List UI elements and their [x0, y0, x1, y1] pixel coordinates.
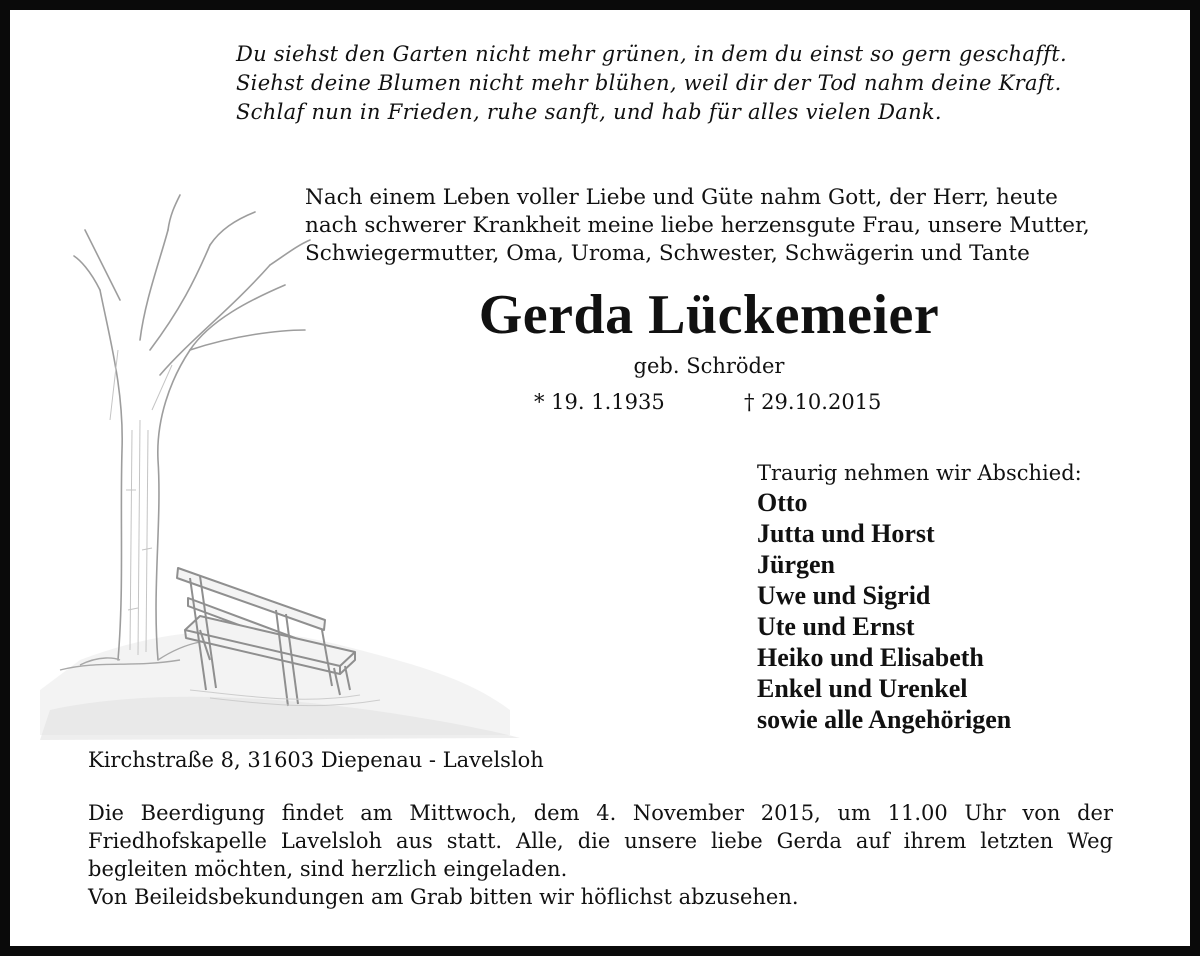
maiden-name: geb. Schröder: [633, 354, 785, 378]
funeral-details: Die Beerdigung findet am Mittwoch, dem 4. November 2015, um 11.00 Uhr von der Friedhofskapelle Lavelsloh aus statt. Alle, die unsere liebe Gerda auf ihrem letzten Weg begleiten möchten, sind herzlich eingeladen.: [88, 801, 1113, 881]
mourners-block: [757, 459, 1157, 735]
intro-line: Nach einem Leben voller Liebe und Güte nahm Gott, der Herr, heute: [305, 185, 1058, 210]
announcement-intro: [305, 184, 1135, 268]
death-date: † 29.10.2015: [744, 390, 882, 414]
deceased-name: Gerda Lückemeier: [478, 284, 940, 346]
mourner-name: Jürgen: [757, 550, 835, 579]
mourner-name: sowie alle Angehörigen: [757, 705, 1012, 734]
mourner-name: Ute und Ernst: [757, 612, 915, 641]
tree-bench-illustration: [40, 190, 560, 750]
birth-date: * 19. 1.1935: [534, 390, 665, 414]
poem-line: Du siehst den Garten nicht mehr grünen, in dem du einst so gern geschafft.: [236, 42, 1067, 66]
mourner-name: Jutta und Horst: [757, 519, 935, 548]
mourner-name: Uwe und Sigrid: [757, 581, 931, 610]
mourners-lead: Traurig nehmen wir Abschied:: [757, 461, 1082, 485]
mourner-name: Heiko und Elisabeth: [757, 643, 984, 672]
intro-line: Schwiegermutter, Oma, Uroma, Schwester, Schwägerin und Tante: [305, 241, 1030, 266]
poem: [236, 40, 1136, 127]
condolence-note: Von Beileidsbekundungen am Grab bitten wir höflichst abzusehen.: [88, 885, 799, 909]
family-address: Kirchstraße 8, 31603 Diepenau - Lavelsloh: [88, 748, 544, 772]
intro-line: nach schwerer Krankheit meine liebe herzensgute Frau, unsere Mutter,: [305, 213, 1090, 238]
mourner-name: Otto: [757, 488, 808, 517]
funeral-notice: [88, 799, 1113, 911]
mourners-list: [757, 487, 1157, 735]
poem-line: Siehst deine Blumen nicht mehr blühen, weil dir der Tod nahm deine Kraft.: [236, 71, 1062, 95]
mourner-name: Enkel und Urenkel: [757, 674, 968, 703]
poem-line: Schlaf nun in Frieden, ruhe sanft, und hab für alles vielen Dank.: [236, 100, 942, 124]
